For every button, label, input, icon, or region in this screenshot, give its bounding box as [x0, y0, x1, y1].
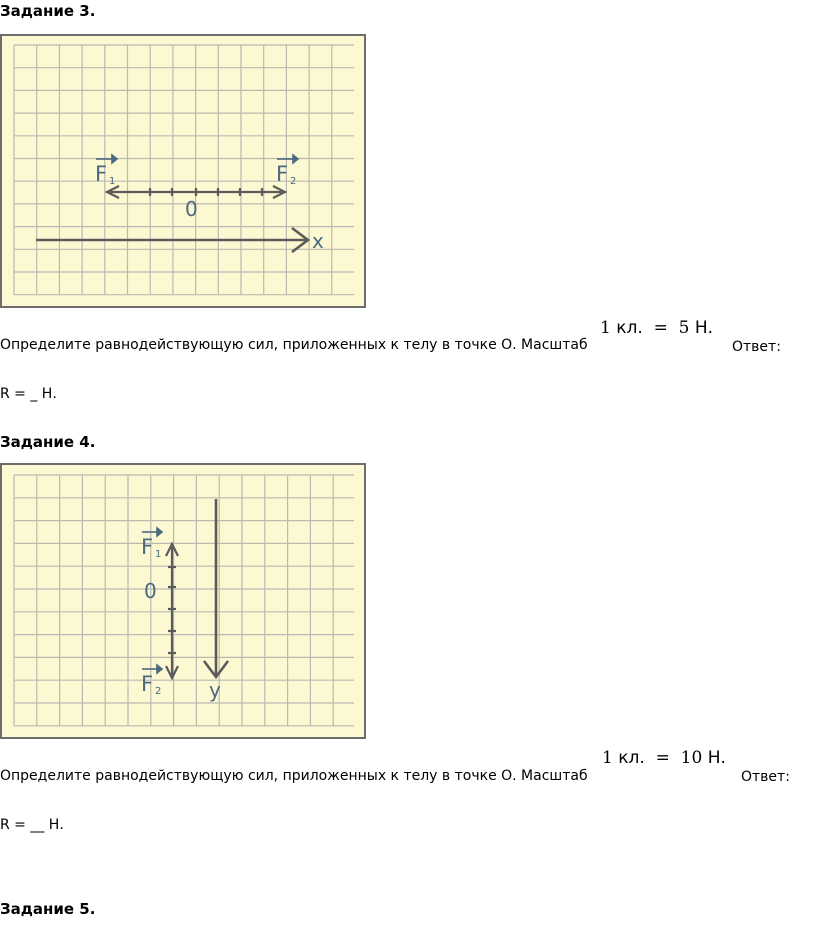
task3-figure [0, 34, 366, 308]
task3-f1-sub: 1 [109, 176, 116, 187]
task4-f1-sub: 1 [155, 549, 162, 560]
task4-answer-line: R = __ Н. [0, 817, 64, 833]
task3-f2-label: F [276, 162, 289, 186]
task4-scale-unit-right: Н. [707, 748, 726, 768]
task3-f1-label: F [95, 162, 108, 186]
task3-scale-formula [600, 318, 713, 338]
task4-scale-value-left: 1 [602, 748, 613, 768]
task3-scale-eq: = [653, 318, 668, 338]
task3-answer-line: R = _ Н. [0, 386, 57, 402]
task3-axis-label: x [312, 229, 324, 253]
task4-scale-value-right: 10 [680, 748, 703, 768]
task4-figure [0, 463, 366, 739]
task3-scale-unit-right: Н. [694, 318, 714, 338]
task3-f2-sub: 2 [290, 176, 297, 187]
task4-answer-label: Ответ: [741, 769, 790, 785]
task4-f1-label: F [141, 535, 154, 559]
task3-scale-unit-left: кл. [616, 318, 643, 338]
task3-scale-value-right: 5 [678, 318, 690, 338]
task4-question: Определите равнодействующую сил, приложенных к телу в точке О. Масштаб [0, 768, 588, 784]
task4-origin-label: 0 [144, 579, 157, 603]
task3-origin-label: 0 [185, 197, 198, 221]
task3-paper [1, 35, 365, 307]
task4-scale-formula [602, 748, 726, 768]
task4-f2-label: F [141, 672, 154, 696]
task4-f2-sub: 2 [155, 686, 162, 697]
task4-scale-eq: = [655, 748, 670, 768]
task3-question: Определите равнодействующую сил, приложенных к телу в точке О. Масштаб [0, 337, 588, 353]
task4-axis-label: y [209, 678, 221, 702]
task5-heading: Задание 5. [0, 900, 96, 918]
task3-scale-value-left: 1 [600, 318, 611, 338]
task3-answer-label: Ответ: [732, 339, 781, 355]
task4-heading: Задание 4. [0, 433, 96, 451]
task4-scale-unit-left: кл. [618, 748, 645, 768]
task3-heading: Задание 3. [0, 2, 96, 20]
